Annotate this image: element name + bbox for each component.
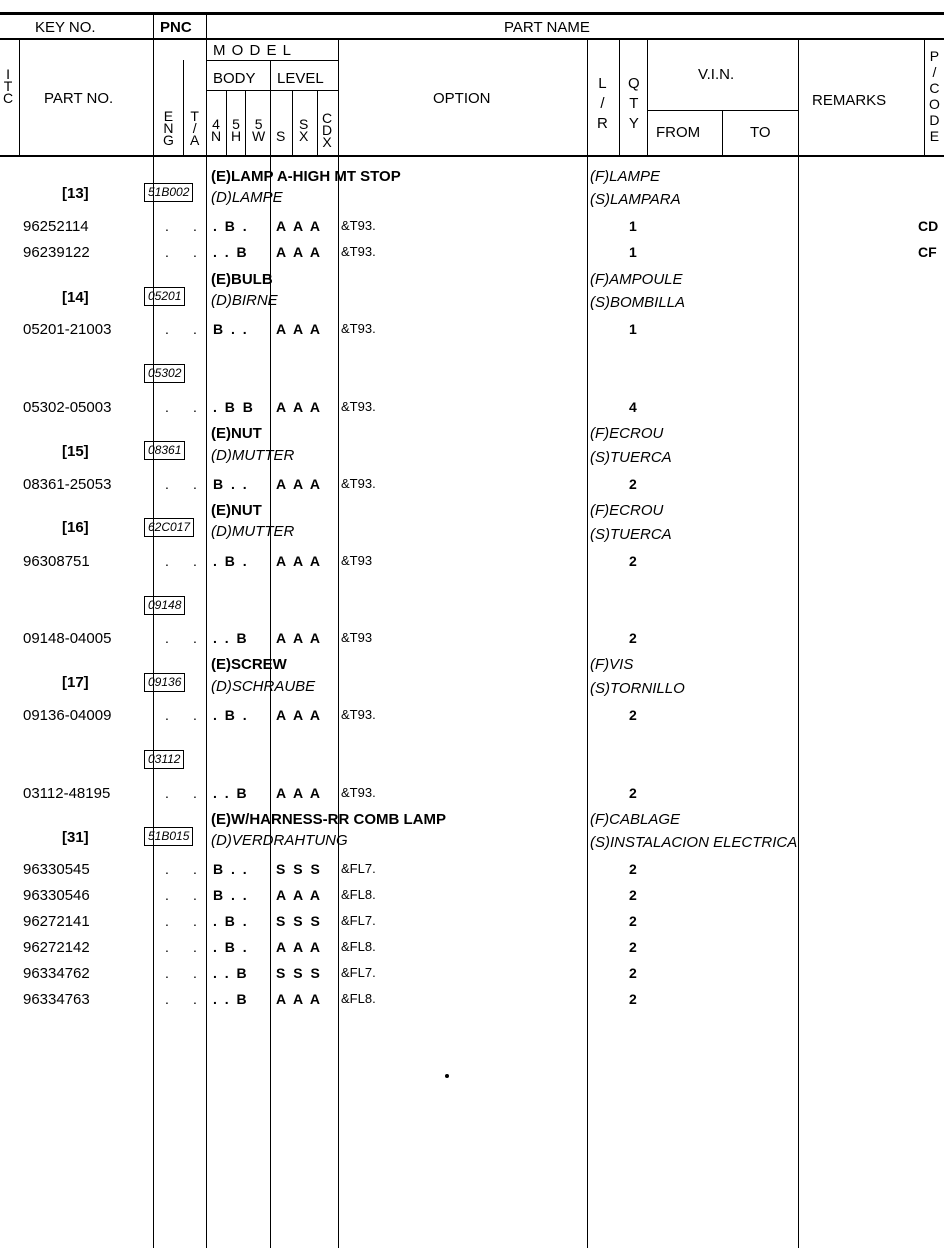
body-values: B . .: [213, 887, 249, 903]
qty-value: 1: [629, 244, 637, 260]
body-values: . . B: [213, 965, 249, 981]
pnc-code: 08361: [144, 441, 185, 460]
eng-value: .: [165, 913, 169, 929]
ta-value: .: [193, 630, 197, 646]
qty-value: 2: [629, 939, 637, 955]
eng-value: .: [165, 965, 169, 981]
qty-value: 2: [629, 785, 637, 801]
part-number: 96308751: [23, 553, 90, 570]
col-line-body-4: [226, 90, 227, 155]
header-body-5w: 5 W: [252, 116, 266, 144]
level-values: A A A: [276, 553, 323, 569]
header-eng: E N G: [163, 108, 174, 148]
header-vin: V.I.N.: [698, 66, 735, 83]
header-itc: I T C: [3, 66, 14, 106]
qty-value: 2: [629, 630, 637, 646]
header-to: TO: [750, 124, 771, 141]
ta-value: .: [193, 399, 197, 415]
level-values: S S S: [276, 965, 322, 981]
header-from: FROM: [656, 124, 701, 141]
top-rule: [0, 12, 944, 15]
option-code: &FL8.: [341, 939, 376, 954]
pnc-code: 05201: [144, 287, 185, 306]
level-values: S S S: [276, 913, 322, 929]
col-line-body-5h: [245, 90, 246, 155]
header-remarks: REMARKS: [812, 92, 887, 109]
ta-value: .: [193, 991, 197, 1007]
option-code: &FL7.: [341, 965, 376, 980]
name-d: (D)MUTTER: [211, 523, 295, 540]
name-e: (E)LAMP A-HIGH MT STOP: [211, 168, 401, 185]
name-d: (D)VERDRAHTUNG: [211, 832, 348, 849]
eng-value: .: [165, 991, 169, 1007]
header-rule-bottom: [0, 155, 944, 157]
level-values: S S S: [276, 861, 322, 877]
ta-value: .: [193, 913, 197, 929]
name-e: (E)W/HARNESS-RR COMB LAMP: [211, 811, 446, 828]
qty-value: 1: [629, 218, 637, 234]
body-values: . . B: [213, 785, 249, 801]
eng-value: .: [165, 785, 169, 801]
vin-rule: [647, 110, 798, 111]
eng-value: .: [165, 887, 169, 903]
header-pnc: PNC: [160, 19, 192, 36]
key-no: [15]: [62, 443, 89, 460]
level-values: A A A: [276, 321, 323, 337]
ta-value: .: [193, 965, 197, 981]
col-line-lv-cdx: [317, 90, 318, 155]
pnc-code: 09148: [144, 596, 185, 615]
header-body: BODY: [213, 70, 256, 87]
header-lr: L / R: [597, 75, 608, 132]
eng-value: .: [165, 553, 169, 569]
pnc-code: 62C017: [144, 518, 194, 537]
option-code: &T93: [341, 630, 373, 645]
eng-value: .: [165, 707, 169, 723]
body-values: . B B: [213, 399, 255, 415]
part-number: 96330545: [23, 861, 90, 878]
ta-value: .: [193, 244, 197, 260]
level-values: A A A: [276, 630, 323, 646]
body-values: . . B: [213, 991, 249, 1007]
eng-value: .: [165, 476, 169, 492]
qty-value: 2: [629, 887, 637, 903]
level-values: A A A: [276, 707, 323, 723]
qty-value: 1: [629, 321, 637, 337]
col-line-itc: [19, 40, 20, 155]
level-values: A A A: [276, 991, 323, 1007]
col-line-level: [270, 60, 271, 1248]
eng-value: .: [165, 244, 169, 260]
name-d: (D)SCHRAUBE: [211, 678, 316, 695]
scan-dot: [445, 1074, 449, 1078]
header-level-cdx: C D X: [322, 110, 333, 150]
level-values: A A A: [276, 218, 323, 234]
option-code: &FL8.: [341, 887, 376, 902]
model-rule: [206, 60, 338, 61]
name-e: (E)NUT: [211, 425, 262, 442]
header-body-5h: 5 H: [231, 116, 242, 144]
qty-value: 2: [629, 965, 637, 981]
ta-value: .: [193, 218, 197, 234]
key-no: [31]: [62, 829, 89, 846]
qty-value: 2: [629, 991, 637, 1007]
col-line-pnc: [206, 14, 207, 1248]
header-ta: T / A: [190, 108, 200, 148]
name-f: (F)ECROU: [590, 425, 664, 442]
eng-value: .: [165, 399, 169, 415]
header-rule-1: [0, 38, 944, 40]
ta-value: .: [193, 939, 197, 955]
header-level-s: S: [276, 128, 286, 144]
eng-value: .: [165, 321, 169, 337]
part-number: 96272141: [23, 913, 90, 930]
level-values: A A A: [276, 244, 323, 260]
pnc-code: 03112: [144, 750, 184, 769]
qty-value: 2: [629, 913, 637, 929]
name-s: (S)INSTALACION ELECTRICA: [590, 834, 798, 851]
col-line-vin-to: [722, 110, 723, 155]
part-number: 96334763: [23, 991, 90, 1008]
name-d: (D)BIRNE: [211, 292, 278, 309]
pnc-code: 09136: [144, 673, 185, 692]
pnc-code: 05302: [144, 364, 185, 383]
option-code: &T93.: [341, 707, 376, 722]
qty-value: 2: [629, 707, 637, 723]
eng-value: .: [165, 630, 169, 646]
level-values: A A A: [276, 887, 323, 903]
body-values: . B .: [213, 939, 249, 955]
eng-value: .: [165, 939, 169, 955]
qty-value: 2: [629, 476, 637, 492]
part-number: 96334762: [23, 965, 90, 982]
ta-value: .: [193, 861, 197, 877]
body-values: B . .: [213, 321, 249, 337]
name-e: (E)BULB: [211, 271, 273, 288]
name-f: (F)CABLAGE: [590, 811, 681, 828]
key-no: [14]: [62, 289, 89, 306]
pnc-code: 51B015: [144, 827, 193, 846]
name-f: (F)VIS: [590, 656, 634, 673]
header-qty: Q T Y: [628, 75, 640, 132]
ta-value: .: [193, 553, 197, 569]
qty-value: 4: [629, 399, 637, 415]
qty-value: 2: [629, 861, 637, 877]
name-e: (E)SCREW: [211, 656, 287, 673]
level-values: A A A: [276, 785, 323, 801]
header-part-no: PART NO.: [44, 90, 114, 107]
ta-value: .: [193, 707, 197, 723]
body-values: B . .: [213, 476, 249, 492]
name-d: (D)LAMPE: [211, 189, 283, 206]
part-number: 09136-04009: [23, 707, 112, 724]
name-f: (F)ECROU: [590, 502, 664, 519]
body-values: . B .: [213, 218, 249, 234]
part-number: 03112-48195: [23, 785, 111, 802]
col-line-option: [338, 40, 339, 1248]
name-s: (S)LAMPARA: [590, 191, 681, 208]
body-values: . . B: [213, 244, 249, 260]
key-no: [13]: [62, 185, 89, 202]
col-line-lv-sx: [292, 90, 293, 155]
col-line-eng: [183, 60, 184, 155]
header-key-no: KEY NO.: [35, 19, 96, 36]
name-s: (S)BOMBILLA: [590, 294, 686, 311]
level-values: A A A: [276, 476, 323, 492]
option-code: &T93.: [341, 244, 376, 259]
pcode-value: CD: [918, 218, 939, 234]
header-pcode: P / C O D E: [929, 48, 940, 144]
body-values: . . B: [213, 630, 249, 646]
ta-value: .: [193, 476, 197, 492]
eng-value: .: [165, 218, 169, 234]
body-values: B . .: [213, 861, 249, 877]
option-code: &T93.: [341, 399, 376, 414]
part-number: 05302-05003: [23, 399, 112, 416]
body-values: . B .: [213, 707, 249, 723]
part-number: 05201-21003: [23, 321, 112, 338]
header-option: OPTION: [433, 90, 491, 107]
name-f: (F)LAMPE: [590, 168, 661, 185]
name-s: (S)TORNILLO: [590, 680, 685, 697]
part-number: 96272142: [23, 939, 90, 956]
option-code: &T93.: [341, 218, 376, 233]
header-level: LEVEL: [277, 70, 324, 87]
body-values: . B .: [213, 913, 249, 929]
option-code: &T93.: [341, 785, 376, 800]
pnc-code: 51B002: [144, 183, 193, 202]
part-number: 08361-25053: [23, 476, 112, 493]
name-s: (S)TUERCA: [590, 449, 672, 466]
col-line-pcode: [924, 40, 925, 155]
ta-value: .: [193, 321, 197, 337]
name-d: (D)MUTTER: [211, 447, 295, 464]
eng-value: .: [165, 861, 169, 877]
option-code: &FL8.: [341, 991, 376, 1006]
header-body-4n: 4 N: [211, 116, 222, 144]
level-values: A A A: [276, 939, 323, 955]
option-code: &FL7.: [341, 861, 376, 876]
key-no: [16]: [62, 519, 89, 536]
col-line-qty: [619, 40, 620, 155]
key-no: [17]: [62, 674, 89, 691]
name-f: (F)AMPOULE: [590, 271, 683, 288]
header-model: M O D E L: [213, 42, 293, 59]
header-part-name: PART NAME: [504, 19, 590, 36]
col-line-vin: [647, 40, 648, 155]
pcode-value: CF: [918, 244, 937, 260]
part-number: 96252114: [23, 218, 89, 235]
col-line-remarks: [798, 40, 799, 1248]
option-code: &T93.: [341, 321, 376, 336]
ta-value: .: [193, 785, 197, 801]
option-code: &T93.: [341, 476, 376, 491]
name-e: (E)NUT: [211, 502, 262, 519]
ta-value: .: [193, 887, 197, 903]
option-code: &FL7.: [341, 913, 376, 928]
body-values: . B .: [213, 553, 249, 569]
header-level-sx: S X: [299, 116, 309, 144]
level-values: A A A: [276, 399, 323, 415]
body-level-rule: [206, 90, 338, 91]
name-s: (S)TUERCA: [590, 526, 672, 543]
part-number: 96239122: [23, 244, 90, 261]
option-code: &T93: [341, 553, 373, 568]
part-number: 09148-04005: [23, 630, 112, 647]
qty-value: 2: [629, 553, 637, 569]
col-line-lr: [587, 40, 588, 1248]
part-number: 96330546: [23, 887, 90, 904]
